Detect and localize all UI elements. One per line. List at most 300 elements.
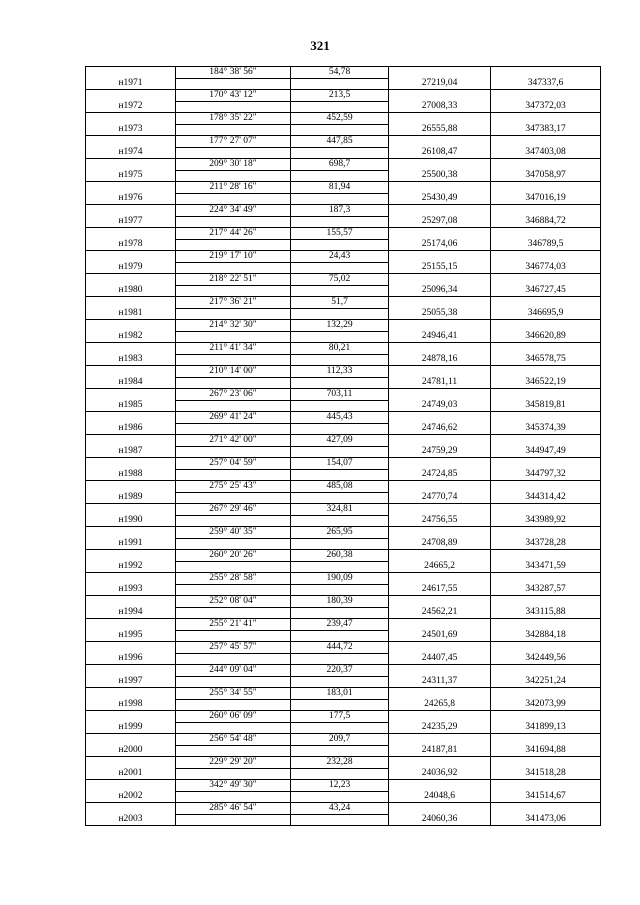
point-row — [86, 791, 601, 803]
point-row — [86, 469, 601, 481]
direction-angle-cell: 259° 40' 35" — [176, 527, 291, 539]
length-cell — [291, 538, 389, 550]
direction-angle-cell: 285° 46' 54" — [176, 803, 291, 815]
x-coordinate-cell: 24759,29 — [389, 446, 491, 458]
point-name-cell — [86, 90, 176, 102]
x-coordinate-cell: 24665,2 — [389, 561, 491, 573]
length-cell: 324,81 — [291, 504, 389, 516]
length-cell — [291, 331, 389, 343]
point-name-cell — [86, 320, 176, 332]
y-coordinate-cell — [491, 596, 601, 608]
y-coordinate-cell: 341518,28 — [491, 768, 601, 780]
direction-angle-cell — [176, 538, 291, 550]
point-name-cell: н1983 — [86, 354, 176, 366]
point-name-cell: н1979 — [86, 262, 176, 274]
direction-angle-cell — [176, 101, 291, 113]
point-name-cell: н1994 — [86, 607, 176, 619]
line-row — [86, 780, 601, 792]
direction-angle-cell — [176, 124, 291, 136]
x-coordinate-cell — [389, 527, 491, 539]
direction-angle-cell: 229° 29' 20" — [176, 757, 291, 769]
point-row — [86, 101, 601, 113]
x-coordinate-cell: 25174,06 — [389, 239, 491, 251]
point-name-cell: н2001 — [86, 768, 176, 780]
x-coordinate-cell — [389, 642, 491, 654]
line-row — [86, 803, 601, 815]
point-row — [86, 676, 601, 688]
line-row — [86, 619, 601, 631]
y-coordinate-cell: 342449,56 — [491, 653, 601, 665]
line-row — [86, 481, 601, 493]
direction-angle-cell — [176, 354, 291, 366]
length-cell: 51,7 — [291, 297, 389, 309]
line-row — [86, 159, 601, 171]
direction-angle-cell — [176, 423, 291, 435]
point-row — [86, 515, 601, 527]
length-cell: 703,11 — [291, 389, 389, 401]
point-name-cell: н1987 — [86, 446, 176, 458]
x-coordinate-cell: 24781,11 — [389, 377, 491, 389]
point-name-cell — [86, 435, 176, 447]
x-coordinate-cell: 24617,55 — [389, 584, 491, 596]
line-row — [86, 688, 601, 700]
y-coordinate-cell — [491, 550, 601, 562]
line-row — [86, 757, 601, 769]
length-cell — [291, 262, 389, 274]
point-row — [86, 147, 601, 159]
y-coordinate-cell: 346620,89 — [491, 331, 601, 343]
direction-angle-cell — [176, 630, 291, 642]
x-coordinate-cell: 24311,37 — [389, 676, 491, 688]
y-coordinate-cell — [491, 619, 601, 631]
y-coordinate-cell: 346522,19 — [491, 377, 601, 389]
x-coordinate-cell: 24036,92 — [389, 768, 491, 780]
length-cell — [291, 101, 389, 113]
x-coordinate-cell: 25430,49 — [389, 193, 491, 205]
direction-angle-cell — [176, 78, 291, 90]
line-row — [86, 228, 601, 240]
point-row — [86, 170, 601, 182]
line-row — [86, 550, 601, 562]
line-row — [86, 67, 601, 79]
point-row — [86, 262, 601, 274]
y-coordinate-cell — [491, 665, 601, 677]
length-cell — [291, 124, 389, 136]
direction-angle-cell — [176, 331, 291, 343]
direction-angle-cell — [176, 492, 291, 504]
x-coordinate-cell: 24235,29 — [389, 722, 491, 734]
y-coordinate-cell — [491, 343, 601, 355]
point-name-cell: н1978 — [86, 239, 176, 251]
direction-angle-cell — [176, 308, 291, 320]
line-row — [86, 711, 601, 723]
length-cell — [291, 285, 389, 297]
x-coordinate-cell — [389, 435, 491, 447]
length-cell — [291, 446, 389, 458]
x-coordinate-cell — [389, 481, 491, 493]
x-coordinate-cell: 24048,6 — [389, 791, 491, 803]
length-cell — [291, 147, 389, 159]
direction-angle-cell — [176, 193, 291, 205]
x-coordinate-cell — [389, 412, 491, 424]
y-coordinate-cell: 341514,67 — [491, 791, 601, 803]
direction-angle-cell — [176, 607, 291, 619]
point-row — [86, 331, 601, 343]
y-coordinate-cell — [491, 504, 601, 516]
point-name-cell — [86, 274, 176, 286]
length-cell: 213,5 — [291, 90, 389, 102]
x-coordinate-cell: 26108,47 — [389, 147, 491, 159]
length-cell — [291, 469, 389, 481]
y-coordinate-cell — [491, 366, 601, 378]
y-coordinate-cell: 346695,9 — [491, 308, 601, 320]
point-row — [86, 814, 601, 826]
x-coordinate-cell: 25155,15 — [389, 262, 491, 274]
length-cell: 452,59 — [291, 113, 389, 125]
point-row — [86, 78, 601, 90]
length-cell — [291, 400, 389, 412]
length-cell — [291, 699, 389, 711]
y-coordinate-cell: 343471,59 — [491, 561, 601, 573]
y-coordinate-cell: 345819,81 — [491, 400, 601, 412]
length-cell — [291, 377, 389, 389]
line-row — [86, 297, 601, 309]
direction-angle-cell: 178° 35' 22" — [176, 113, 291, 125]
y-coordinate-cell — [491, 412, 601, 424]
direction-angle-cell — [176, 147, 291, 159]
x-coordinate-cell — [389, 780, 491, 792]
point-name-cell — [86, 251, 176, 263]
direction-angle-cell — [176, 446, 291, 458]
direction-angle-cell: 170° 43' 12" — [176, 90, 291, 102]
x-coordinate-cell — [389, 734, 491, 746]
point-name-cell — [86, 688, 176, 700]
point-name-cell: н1976 — [86, 193, 176, 205]
length-cell: 183,01 — [291, 688, 389, 700]
y-coordinate-cell: 344947,49 — [491, 446, 601, 458]
length-cell — [291, 193, 389, 205]
point-name-cell: н1996 — [86, 653, 176, 665]
length-cell — [291, 170, 389, 182]
x-coordinate-cell — [389, 343, 491, 355]
point-name-cell: н1984 — [86, 377, 176, 389]
point-name-cell — [86, 113, 176, 125]
length-cell — [291, 515, 389, 527]
length-cell — [291, 492, 389, 504]
direction-angle-cell — [176, 653, 291, 665]
point-name-cell: н2000 — [86, 745, 176, 757]
x-coordinate-cell: 24407,45 — [389, 653, 491, 665]
x-coordinate-cell — [389, 573, 491, 585]
direction-angle-cell — [176, 768, 291, 780]
x-coordinate-cell: 24501,69 — [389, 630, 491, 642]
x-coordinate-cell: 25096,34 — [389, 285, 491, 297]
point-name-cell: н1999 — [86, 722, 176, 734]
point-name-cell — [86, 67, 176, 79]
line-row — [86, 435, 601, 447]
x-coordinate-cell — [389, 159, 491, 171]
direction-angle-cell: 214° 32' 30" — [176, 320, 291, 332]
point-name-cell — [86, 757, 176, 769]
length-cell: 43,24 — [291, 803, 389, 815]
line-row — [86, 665, 601, 677]
x-coordinate-cell: 25297,08 — [389, 216, 491, 228]
y-coordinate-cell — [491, 527, 601, 539]
point-name-cell — [86, 366, 176, 378]
length-cell: 187,3 — [291, 205, 389, 217]
point-name-cell: н1993 — [86, 584, 176, 596]
point-name-cell: н1977 — [86, 216, 176, 228]
y-coordinate-cell — [491, 136, 601, 148]
y-coordinate-cell: 345374,39 — [491, 423, 601, 435]
line-row — [86, 205, 601, 217]
x-coordinate-cell: 24265,8 — [389, 699, 491, 711]
y-coordinate-cell — [491, 780, 601, 792]
direction-angle-cell — [176, 814, 291, 826]
length-cell — [291, 216, 389, 228]
point-row — [86, 607, 601, 619]
x-coordinate-cell: 24187,81 — [389, 745, 491, 757]
direction-angle-cell — [176, 791, 291, 803]
x-coordinate-cell: 24749,03 — [389, 400, 491, 412]
y-coordinate-cell — [491, 481, 601, 493]
point-row — [86, 193, 601, 205]
direction-angle-cell — [176, 722, 291, 734]
direction-angle-cell — [176, 676, 291, 688]
x-coordinate-cell — [389, 550, 491, 562]
point-name-cell: н1998 — [86, 699, 176, 711]
direction-angle-cell: 260° 06' 09" — [176, 711, 291, 723]
y-coordinate-cell — [491, 803, 601, 815]
y-coordinate-cell — [491, 389, 601, 401]
point-name-cell: н1992 — [86, 561, 176, 573]
point-name-cell: н2003 — [86, 814, 176, 826]
x-coordinate-cell — [389, 688, 491, 700]
length-cell: 427,09 — [291, 435, 389, 447]
direction-angle-cell: 275° 25' 43" — [176, 481, 291, 493]
point-name-cell — [86, 596, 176, 608]
line-row — [86, 366, 601, 378]
length-cell — [291, 354, 389, 366]
point-name-cell — [86, 481, 176, 493]
x-coordinate-cell — [389, 711, 491, 723]
line-row — [86, 458, 601, 470]
direction-angle-cell — [176, 561, 291, 573]
direction-angle-cell: 210° 14' 00" — [176, 366, 291, 378]
point-name-cell: н1985 — [86, 400, 176, 412]
length-cell: 239,47 — [291, 619, 389, 631]
point-name-cell: н1988 — [86, 469, 176, 481]
x-coordinate-cell: 25500,38 — [389, 170, 491, 182]
point-name-cell: н1980 — [86, 285, 176, 297]
length-cell — [291, 607, 389, 619]
direction-angle-cell: 256° 54' 48" — [176, 734, 291, 746]
x-coordinate-cell: 24060,36 — [389, 814, 491, 826]
direction-angle-cell — [176, 515, 291, 527]
point-row — [86, 630, 601, 642]
point-name-cell: н1986 — [86, 423, 176, 435]
direction-angle-cell: 252° 08' 04" — [176, 596, 291, 608]
length-cell: 132,29 — [291, 320, 389, 332]
x-coordinate-cell — [389, 90, 491, 102]
point-name-cell: н1974 — [86, 147, 176, 159]
x-coordinate-cell — [389, 67, 491, 79]
x-coordinate-cell — [389, 320, 491, 332]
direction-angle-cell: 267° 29' 46" — [176, 504, 291, 516]
length-cell: 220,37 — [291, 665, 389, 677]
y-coordinate-cell: 342884,18 — [491, 630, 601, 642]
point-row — [86, 285, 601, 297]
line-row — [86, 412, 601, 424]
y-coordinate-cell: 341694,88 — [491, 745, 601, 757]
x-coordinate-cell — [389, 297, 491, 309]
length-cell: 112,33 — [291, 366, 389, 378]
line-row — [86, 734, 601, 746]
length-cell: 180,39 — [291, 596, 389, 608]
length-cell: 155,57 — [291, 228, 389, 240]
y-coordinate-cell: 346774,03 — [491, 262, 601, 274]
point-row — [86, 400, 601, 412]
line-row — [86, 182, 601, 194]
direction-angle-cell: 342° 49' 30" — [176, 780, 291, 792]
line-row — [86, 596, 601, 608]
point-name-cell: н1981 — [86, 308, 176, 320]
y-coordinate-cell — [491, 734, 601, 746]
length-cell — [291, 423, 389, 435]
y-coordinate-cell: 344797,32 — [491, 469, 601, 481]
length-cell: 81,94 — [291, 182, 389, 194]
x-coordinate-cell: 24878,16 — [389, 354, 491, 366]
length-cell: 444,72 — [291, 642, 389, 654]
line-row — [86, 90, 601, 102]
x-coordinate-cell — [389, 596, 491, 608]
point-name-cell — [86, 665, 176, 677]
y-coordinate-cell — [491, 182, 601, 194]
point-row — [86, 377, 601, 389]
direction-angle-cell: 257° 04' 59" — [176, 458, 291, 470]
direction-angle-cell: 211° 41' 34" — [176, 343, 291, 355]
direction-angle-cell — [176, 216, 291, 228]
direction-angle-cell: 218° 22' 51" — [176, 274, 291, 286]
x-coordinate-cell: 24946,41 — [389, 331, 491, 343]
point-row — [86, 722, 601, 734]
direction-angle-cell: 209° 30' 18" — [176, 159, 291, 171]
length-cell — [291, 768, 389, 780]
x-coordinate-cell — [389, 757, 491, 769]
length-cell: 698,7 — [291, 159, 389, 171]
point-name-cell: н1997 — [86, 676, 176, 688]
point-name-cell — [86, 412, 176, 424]
y-coordinate-cell: 347372,03 — [491, 101, 601, 113]
direction-angle-cell: 260° 20' 26" — [176, 550, 291, 562]
direction-angle-cell — [176, 699, 291, 711]
line-row — [86, 642, 601, 654]
coordinates-table — [85, 66, 601, 826]
y-coordinate-cell: 344314,42 — [491, 492, 601, 504]
direction-angle-cell: 255° 34' 55" — [176, 688, 291, 700]
length-cell: 232,28 — [291, 757, 389, 769]
point-name-cell — [86, 527, 176, 539]
x-coordinate-cell — [389, 458, 491, 470]
x-coordinate-cell — [389, 205, 491, 217]
length-cell — [291, 308, 389, 320]
y-coordinate-cell — [491, 458, 601, 470]
direction-angle-cell — [176, 262, 291, 274]
length-cell: 12,23 — [291, 780, 389, 792]
y-coordinate-cell: 343728,28 — [491, 538, 601, 550]
length-cell: 75,02 — [291, 274, 389, 286]
point-name-cell — [86, 504, 176, 516]
y-coordinate-cell — [491, 205, 601, 217]
y-coordinate-cell — [491, 251, 601, 263]
x-coordinate-cell — [389, 665, 491, 677]
point-name-cell: н1989 — [86, 492, 176, 504]
x-coordinate-cell: 24756,55 — [389, 515, 491, 527]
direction-angle-cell: 271° 42' 00" — [176, 435, 291, 447]
x-coordinate-cell: 26555,88 — [389, 124, 491, 136]
line-row — [86, 389, 601, 401]
direction-angle-cell — [176, 170, 291, 182]
x-coordinate-cell: 27008,33 — [389, 101, 491, 113]
x-coordinate-cell — [389, 136, 491, 148]
point-row — [86, 239, 601, 251]
x-coordinate-cell — [389, 366, 491, 378]
direction-angle-cell: 177° 27' 07" — [176, 136, 291, 148]
direction-angle-cell: 267° 23' 06" — [176, 389, 291, 401]
point-name-cell: н1975 — [86, 170, 176, 182]
direction-angle-cell — [176, 745, 291, 757]
direction-angle-cell: 244° 09' 04" — [176, 665, 291, 677]
y-coordinate-cell — [491, 297, 601, 309]
y-coordinate-cell: 346884,72 — [491, 216, 601, 228]
line-row — [86, 136, 601, 148]
point-name-cell — [86, 573, 176, 585]
point-name-cell — [86, 182, 176, 194]
direction-angle-cell — [176, 400, 291, 412]
x-coordinate-cell: 27219,04 — [389, 78, 491, 90]
y-coordinate-cell: 341899,13 — [491, 722, 601, 734]
line-row — [86, 320, 601, 332]
point-name-cell — [86, 297, 176, 309]
y-coordinate-cell: 342251,24 — [491, 676, 601, 688]
length-cell: 24,43 — [291, 251, 389, 263]
line-row — [86, 113, 601, 125]
point-name-cell: н1972 — [86, 101, 176, 113]
direction-angle-cell — [176, 584, 291, 596]
length-cell — [291, 630, 389, 642]
y-coordinate-cell — [491, 320, 601, 332]
y-coordinate-cell — [491, 113, 601, 125]
length-cell: 154,07 — [291, 458, 389, 470]
y-coordinate-cell: 343287,57 — [491, 584, 601, 596]
y-coordinate-cell — [491, 274, 601, 286]
direction-angle-cell: 255° 21' 41" — [176, 619, 291, 631]
length-cell: 265,95 — [291, 527, 389, 539]
x-coordinate-cell — [389, 228, 491, 240]
point-name-cell: н2002 — [86, 791, 176, 803]
direction-angle-cell: 211° 28' 16" — [176, 182, 291, 194]
length-cell: 447,85 — [291, 136, 389, 148]
point-row — [86, 354, 601, 366]
y-coordinate-cell: 346578,75 — [491, 354, 601, 366]
y-coordinate-cell — [491, 90, 601, 102]
point-name-cell — [86, 780, 176, 792]
length-cell — [291, 653, 389, 665]
length-cell: 445,43 — [291, 412, 389, 424]
direction-angle-cell: 219° 17' 10" — [176, 251, 291, 263]
direction-angle-cell — [176, 469, 291, 481]
direction-angle-cell — [176, 377, 291, 389]
